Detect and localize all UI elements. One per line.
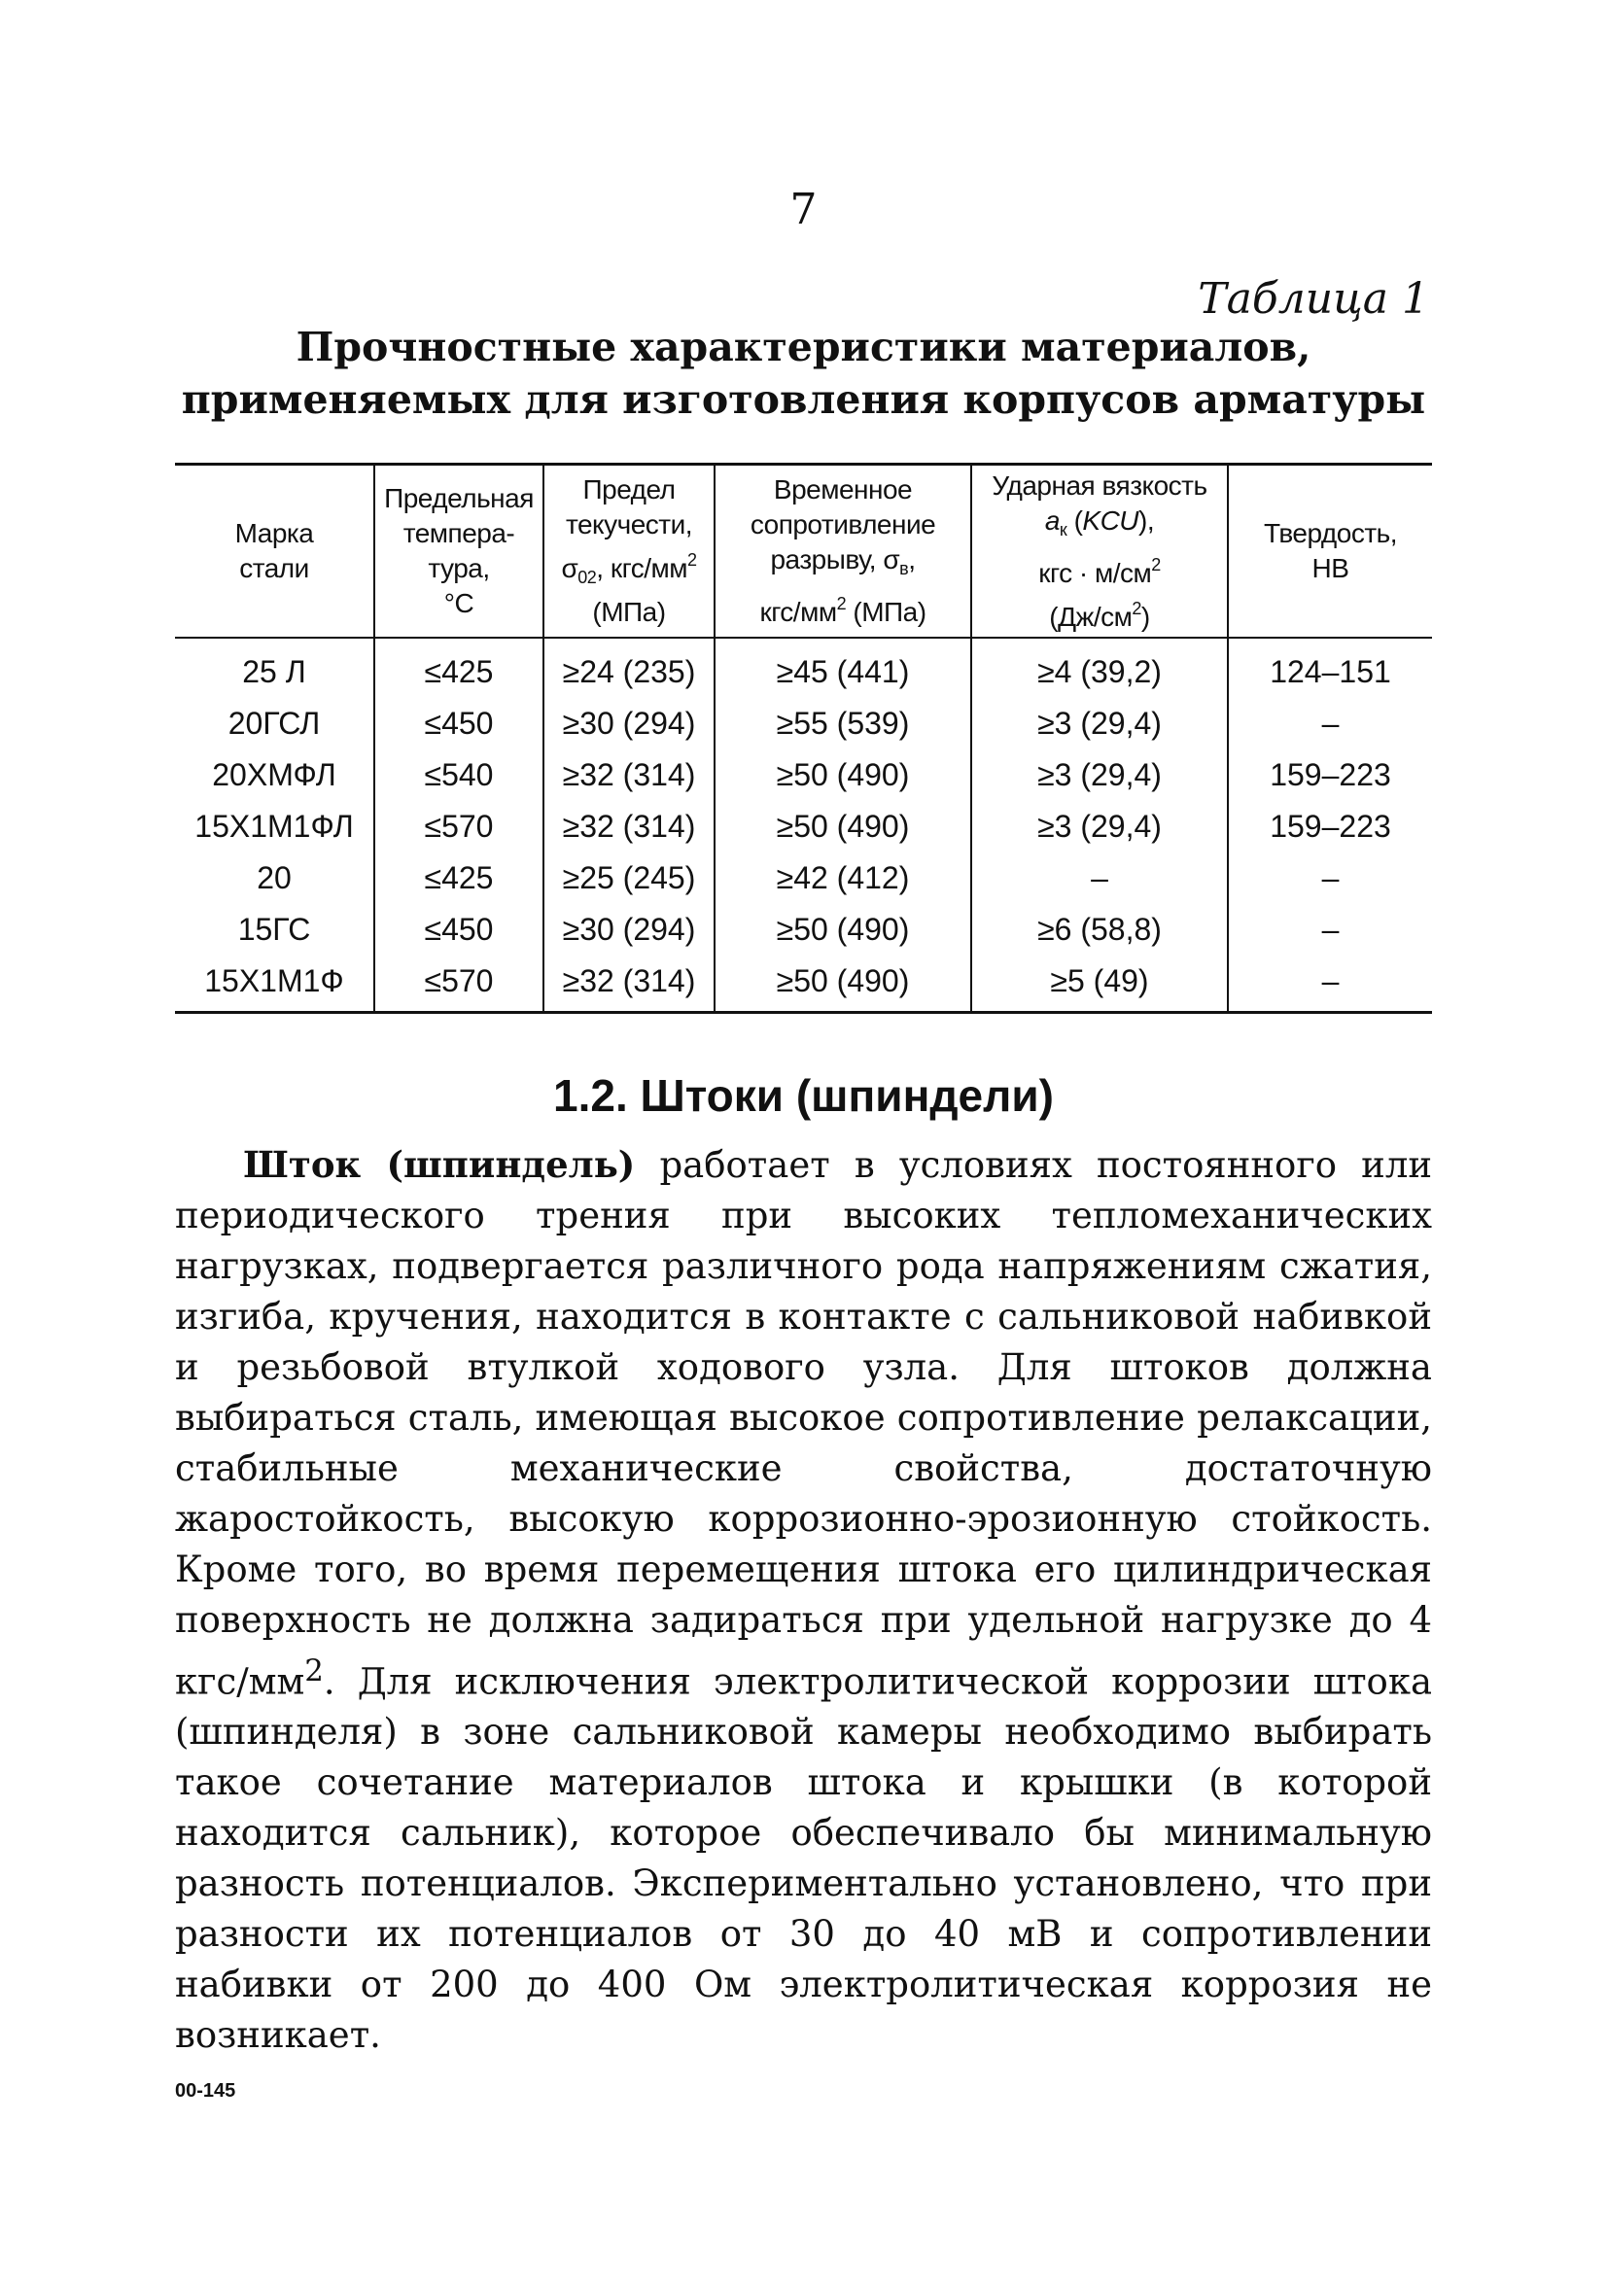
table-label: Таблица 1 xyxy=(1198,274,1429,324)
cell-hardness: 159–223 xyxy=(1228,749,1432,801)
cell-tensile-strength: ≥50 (490) xyxy=(715,956,971,1013)
cell-impact-toughness: ≥3 (29,4) xyxy=(971,749,1228,801)
cell-steel-grade: 15Х1М1ФЛ xyxy=(194,809,354,844)
cell-max-temperature: ≤540 xyxy=(374,749,543,801)
cell-impact-toughness: ≥6 (58,8) xyxy=(971,904,1228,956)
body-paragraph xyxy=(175,1139,1432,2061)
cell-steel-grade: 20ГСЛ xyxy=(227,706,321,741)
table-title xyxy=(175,321,1432,426)
cell-max-temperature: ≤450 xyxy=(374,698,543,749)
table-row xyxy=(175,698,1432,749)
paragraph-text-part2: . Для исключения электролитической коррозии штока (шпинделя) в зоне сальниковой камеры необходимо выбирать такое сочетание материалов штока и крышки (в которой находится сальник), которое обеспечивало бы минимальную разность потенциалов. Экспериментально установлено, что при разности их потенциалов от 30 до 40 мВ и сопротивлении набивки от 200 до 400 Ом электролитическая коррозия не возникает. xyxy=(175,1660,1432,2057)
header-hardness: Твердость, НВ xyxy=(1228,465,1432,639)
cell-tensile-strength: ≥55 (539) xyxy=(715,698,971,749)
table-row xyxy=(175,956,1432,1013)
table-row xyxy=(175,904,1432,956)
cell-steel-grade: 15ГС xyxy=(237,912,311,947)
table-row xyxy=(175,749,1432,801)
cell-impact-toughness: ≥4 (39,2) xyxy=(971,638,1228,698)
table-title-line2: применяемых для изготовления корпусов арматуры xyxy=(181,376,1426,423)
header-steel-grade: Марка стали xyxy=(175,465,374,639)
cell-tensile-strength: ≥50 (490) xyxy=(715,749,971,801)
cell-impact-toughness: ≥3 (29,4) xyxy=(971,698,1228,749)
paragraph-text-part1: работает в условиях постоянного или периодического трения при высоких тепломеханических нагрузках, подвергается различного рода напряжениям сжатия, изгиба, кручения, находится в контакте с сальниковой набивкой и резьбовой втулкой ходового узла. Для штоков должна выбираться сталь, имеющая высокое сопротивление релаксации, стабильные механические свойства, достаточную жаростойкость, высокую коррозионно-эрозионную стойкость. Кроме того, во время перемещения штока его цилиндрическая поверхность не должна задираться при удельной нагрузке до 4 кгс/мм xyxy=(175,1144,1432,1703)
cell-hardness: – xyxy=(1228,698,1432,749)
table-title-line1: Прочностные характеристики материалов, xyxy=(296,324,1311,370)
header-yield-strength: Предел текучести, $\sigma_{02}$, кгс/$мм^2$ (МПа) xyxy=(543,465,715,639)
footer-code: 00-145 xyxy=(175,2080,236,2102)
cell-max-temperature: ≤450 xyxy=(374,904,543,956)
paragraph-lead-term: Шток (шпиндель) xyxy=(243,1143,636,1186)
cell-yield-strength: ≥25 (245) xyxy=(543,852,715,904)
cell-steel-grade: 20 xyxy=(257,860,292,895)
cell-steel-grade: 25 Л xyxy=(242,654,306,689)
paragraph-superscript: 2 xyxy=(304,1653,324,1688)
cell-hardness: – xyxy=(1228,852,1432,904)
properties-table xyxy=(175,463,1432,1014)
cell-yield-strength: ≥32 (314) xyxy=(543,749,715,801)
cell-yield-strength: ≥32 (314) xyxy=(543,956,715,1013)
cell-yield-strength: ≥24 (235) xyxy=(543,638,715,698)
page-number: 7 xyxy=(789,185,818,234)
cell-tensile-strength: ≥50 (490) xyxy=(715,801,971,852)
header-max-temperature: Предельная темпера- тура, °С xyxy=(374,465,543,639)
section-heading: 1.2. Штоки (шпиндели) xyxy=(553,1070,1054,1121)
table-row xyxy=(175,801,1432,852)
cell-steel-grade: 20ХМФЛ xyxy=(212,757,336,792)
cell-tensile-strength: ≥50 (490) xyxy=(715,904,971,956)
cell-max-temperature: ≤570 xyxy=(374,956,543,1013)
table-row xyxy=(175,638,1432,698)
cell-hardness: 159–223 xyxy=(1228,801,1432,852)
cell-max-temperature: ≤570 xyxy=(374,801,543,852)
cell-yield-strength: ≥30 (294) xyxy=(543,698,715,749)
properties-table-wrapper xyxy=(175,463,1432,1014)
cell-yield-strength: ≥32 (314) xyxy=(543,801,715,852)
cell-yield-strength: ≥30 (294) xyxy=(543,904,715,956)
cell-hardness: – xyxy=(1228,904,1432,956)
header-tensile-strength: Временное сопротивление разрыву, $\sigma_в$, кгс/$мм^2$ (МПа) xyxy=(715,465,971,639)
cell-tensile-strength: ≥42 (412) xyxy=(715,852,971,904)
header-impact-toughness: Ударная вязкость $a_к$ (KCU), кгс · $м/см^2$ $(Дж/см^2)$ xyxy=(971,465,1228,639)
cell-impact-toughness: ≥5 (49) xyxy=(971,956,1228,1013)
cell-steel-grade: 15Х1М1Ф xyxy=(204,963,344,998)
cell-max-temperature: ≤425 xyxy=(374,638,543,698)
table-row xyxy=(175,852,1432,904)
cell-impact-toughness: – xyxy=(971,852,1228,904)
cell-impact-toughness: ≥3 (29,4) xyxy=(971,801,1228,852)
cell-hardness: 124–151 xyxy=(1228,638,1432,698)
cell-hardness: – xyxy=(1228,956,1432,1013)
table-header-row xyxy=(175,465,1432,639)
cell-max-temperature: ≤425 xyxy=(374,852,543,904)
cell-tensile-strength: ≥45 (441) xyxy=(715,638,971,698)
